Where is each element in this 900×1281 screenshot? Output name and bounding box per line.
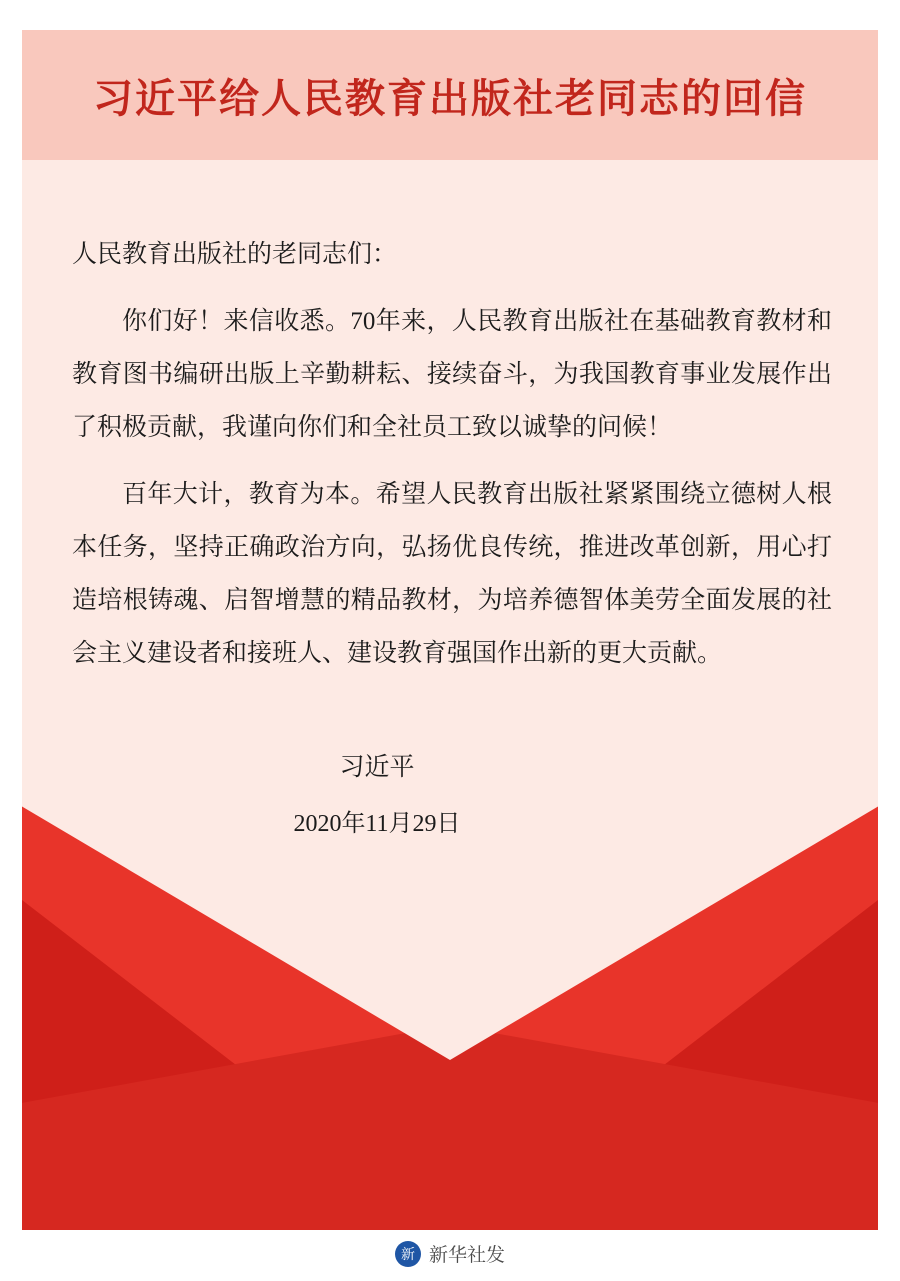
letter-paragraph-1: 你们好！来信收悉。70年来，人民教育出版社在基础教育教材和教育图书编研出版上辛勤耕耘、接续奋斗，为我国教育事业发展作出了积极贡献，我谨向你们和全社员工致以诚挚的问候！ — [72, 308, 832, 441]
footer-credit — [0, 1240, 900, 1267]
xinhua-logo-icon: 新 — [395, 1241, 421, 1267]
footer-credit-text: 新华社发 — [428, 1245, 505, 1266]
letter-content — [72, 228, 832, 852]
signature-date: 2020年11月29日 — [293, 811, 461, 837]
title-banner — [22, 30, 878, 160]
letter-salutation: 人民教育出版社的老同志们： — [72, 241, 398, 268]
letter-paragraph-2: 百年大计，教育为本。希望人民教育出版社紧紧围绕立德树人根本任务，坚持正确政治方向，弘扬优良传统，推进改革创新，用心打造培根铸魂、启智增慧的精品教材，为培养德智体美劳全面发展的社会主义建设者和接班人、建设教育强国作出新的更大贡献。 — [72, 481, 832, 667]
signature-name: 习近平 — [339, 754, 415, 781]
letter-body — [22, 160, 878, 1060]
letter-signature — [72, 740, 832, 852]
page-title: 习近平给人民教育出版社老同志的回信 — [93, 75, 807, 121]
